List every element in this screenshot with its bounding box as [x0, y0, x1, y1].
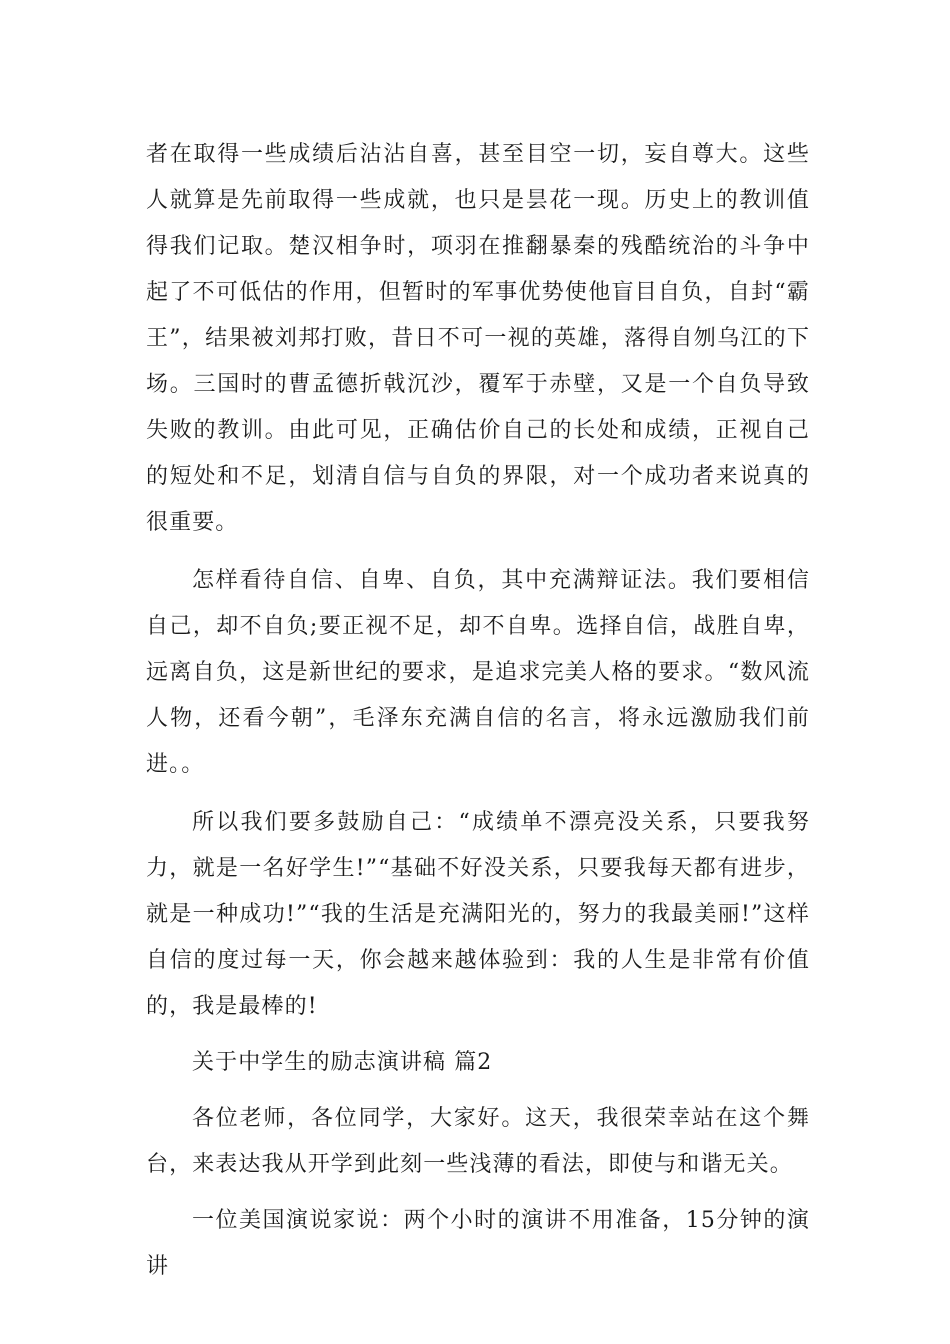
section-heading: 关于中学生的励志演讲稿 篇2	[192, 1050, 493, 1075]
document-page	[146, 132, 810, 1290]
paragraph-encouragement: 所以我们要多鼓励自己：“成绩单不漂亮没关系，只要我努力，就是一名好学生!”“基础不好没关系，只要我每天都有进步，就是一种成功!”“我的生活是充满阳光的，努力的我最美丽!”这样自信的度过每一天，你会越来越体验到：我的人生是非常有价值的，我是最棒的!	[146, 810, 810, 1019]
paragraph-greeting: 各位老师，各位同学，大家好。这天，我很荣幸站在这个舞台，来表达我从开学到此刻一些浅薄的看法，即使与和谐无关。	[146, 1106, 810, 1177]
paragraph-dialectics: 怎样看待自信、自卑、自负，其中充满辩证法。我们要相信自己，却不自负;要正视不足，却不自卑。选择自信，战胜自卑，远离自负，这是新世纪的要求，是追求完美人格的要求。“数风流人物，还看今朝”，毛泽东充满自信的名言，将永远激励我们前进。。	[146, 568, 810, 777]
paragraph-continuation: 者在取得一些成绩后沾沾自喜，甚至目空一切，妄自尊大。这些人就算是先前取得一些成就，也只是昙花一现。历史上的教训值得我们记取。楚汉相争时，项羽在推翻暴秦的残酷统治的斗争中起了不可低估的作用，但暂时的军事优势使他盲目自负，自封“霸王”，结果被刘邦打败，昔日不可一视的英雄，落得自刎乌江的下场。三国时的曹孟德折戟沉沙，覆军于赤壁，又是一个自负导致失败的教训。由此可见，正确估价自己的长处和成绩，正视自己的短处和不足，划清自信与自负的界限，对一个成功者来说真的很重要。	[146, 142, 810, 535]
paragraph-speech-quote: 一位美国演说家说：两个小时的演讲不用准备，15分钟的演讲	[146, 1208, 810, 1279]
